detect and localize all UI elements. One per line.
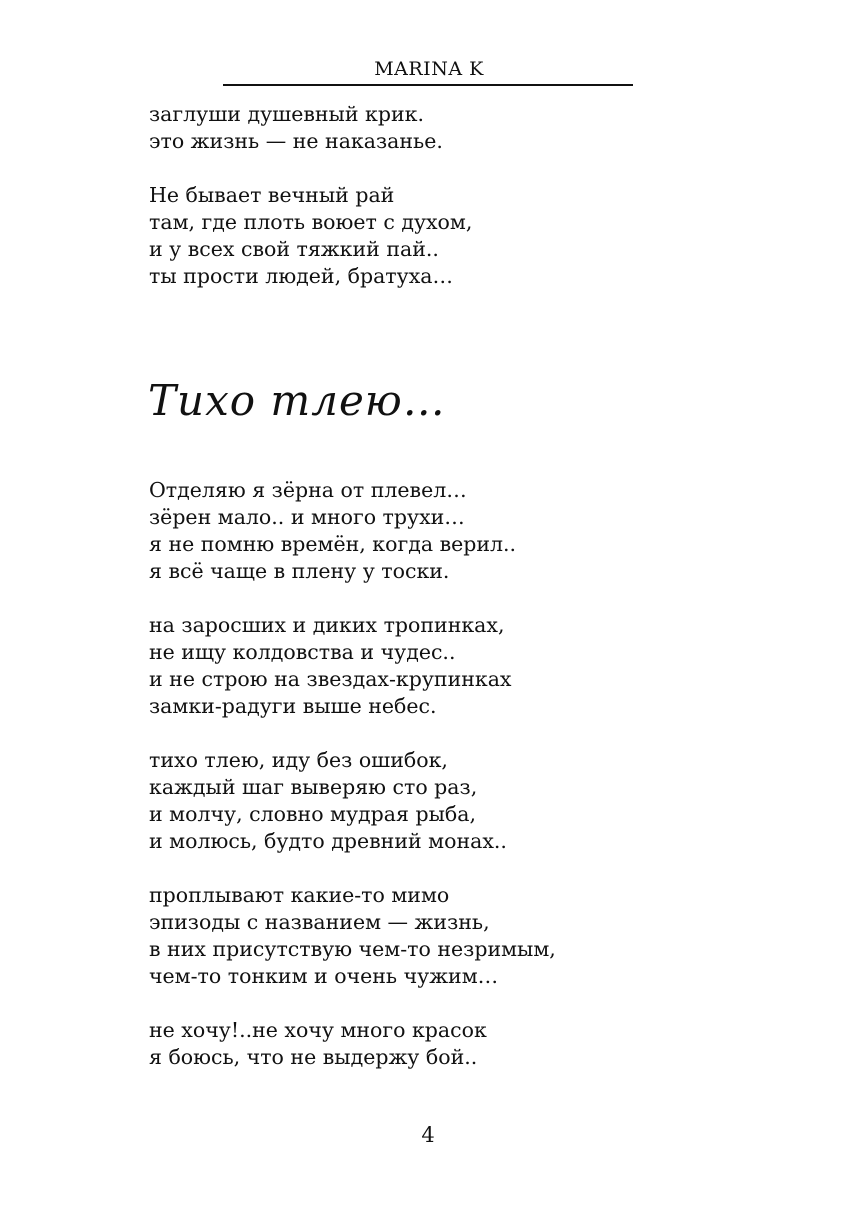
stanza <box>149 612 556 720</box>
poem-line: ты прости людей, братуха… <box>149 264 453 288</box>
poem-line: в них присутствую чем-то незримым, <box>149 937 556 961</box>
poem-line: каждый шаг выверяю сто раз, <box>149 775 478 799</box>
poem-line: не ищу колдовства и чудес.. <box>149 640 456 664</box>
poem-line: зёрен мало.. и много трухи… <box>149 505 465 529</box>
page-number: 4 <box>421 1123 435 1147</box>
poem-line: это жизнь — не наказанье. <box>149 129 443 153</box>
header-rule <box>223 84 633 86</box>
poem-line: и у всех свой тяжкий пай.. <box>149 237 439 261</box>
poem-line: на заросших и диких тропинках, <box>149 613 505 637</box>
poem-line: там, где плоть воюет с духом, <box>149 210 473 234</box>
poem-title: Тихо тлею… <box>148 376 446 425</box>
stanza <box>149 747 556 855</box>
stanza <box>149 1017 556 1071</box>
poem-line: проплывают какие-то мимо <box>149 883 450 907</box>
poem-line: заглуши душевный крик. <box>149 102 424 126</box>
stanza <box>149 101 472 155</box>
poem-line: Отделяю я зёрна от плевел… <box>149 478 467 502</box>
stanza <box>149 477 556 585</box>
stanza <box>149 182 472 290</box>
poem-line: и молчу, словно мудрая рыба, <box>149 802 476 826</box>
poem-line: тихо тлею, иду без ошибок, <box>149 748 448 772</box>
poem-line: я не помню времён, когда верил.. <box>149 532 517 556</box>
poem-line: и молюсь, будто древний монах.. <box>149 829 507 853</box>
poem-line: эпизоды с названием — жизнь, <box>149 910 490 934</box>
poem-line: не хочу!..не хочу много красок <box>149 1018 487 1042</box>
poem-line: замки-радуги выше небес. <box>149 694 437 718</box>
poem-line: я всё чаще в плену у тоски. <box>149 559 450 583</box>
previous-poem-ending <box>149 101 472 290</box>
poem-line: и не строю на звездах-крупинках <box>149 667 512 691</box>
poem-line: чем-то тонким и очень чужим… <box>149 964 499 988</box>
poem-body <box>149 477 556 1071</box>
stanza <box>149 882 556 990</box>
running-header: MARINA K <box>374 58 484 80</box>
poem-line: Не бывает вечный рай <box>149 183 395 207</box>
poem-line: я боюсь, что не выдержу бой.. <box>149 1045 478 1069</box>
